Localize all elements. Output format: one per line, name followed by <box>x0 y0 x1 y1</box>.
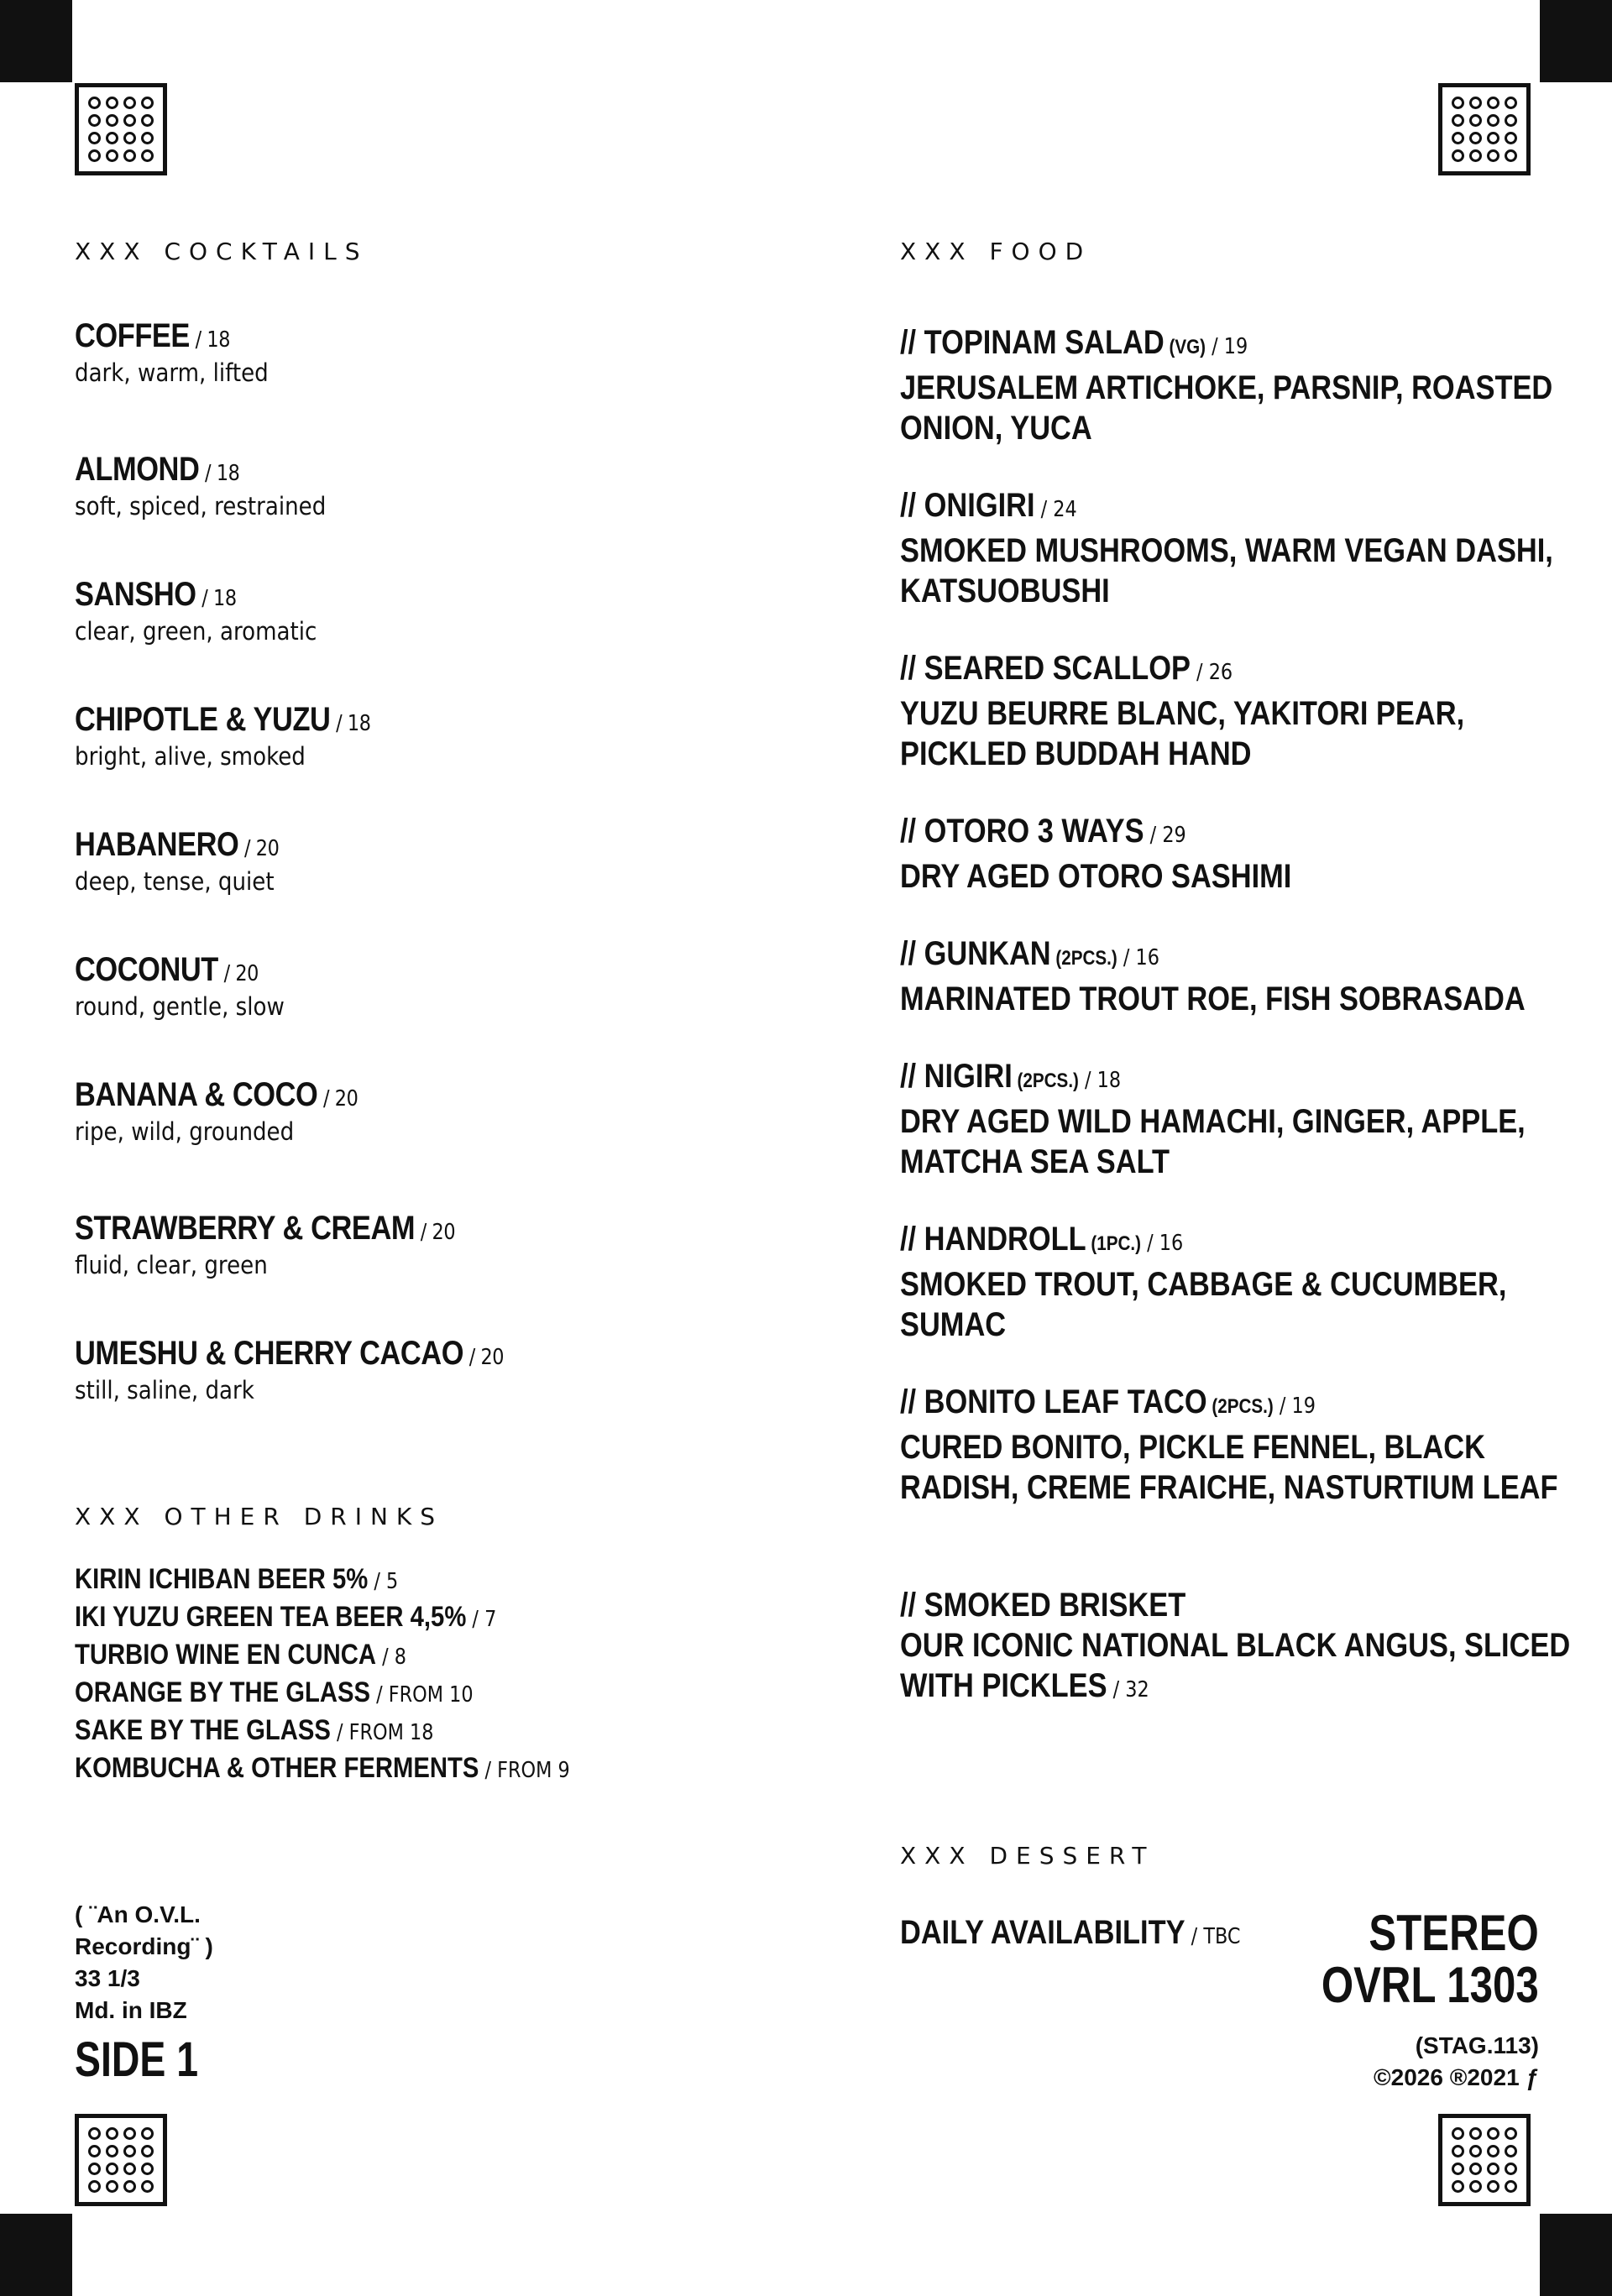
cocktail-name: SANSHO / 18 <box>75 576 237 613</box>
food-item <box>900 322 1572 448</box>
copyright-text: ©2026 ®2021 ƒ <box>1374 2064 1539 2090</box>
other-drinks-list <box>75 1561 651 1788</box>
cocktail-desc: fluid, clear, green <box>75 1251 268 1279</box>
note-line: ( ¨An O.V.L. <box>75 1901 201 1927</box>
food-item <box>900 485 1572 611</box>
cocktail-name: COFFEE / 18 <box>75 317 230 354</box>
food-name: // SEARED SCALLOP / 26 <box>900 650 1233 687</box>
dot-grid-logo-icon <box>75 83 167 175</box>
food-desc: CURED BONITO, PICKLE FENNEL, BLACK RADISH, CREME FRAICHE, NASTURTIUM LEAF <box>900 1429 1558 1506</box>
stag-code: (STAG.113) <box>1415 2032 1539 2058</box>
cocktail-item <box>75 1076 404 1146</box>
food-desc: SMOKED MUSHROOMS, WARM VEGAN DASHI, KATSUOBUSHI <box>900 532 1553 609</box>
cocktail-item <box>75 826 312 896</box>
cocktail-desc: still, saline, dark <box>75 1376 254 1404</box>
cocktail-item <box>75 951 308 1021</box>
stereo-label <box>1322 1907 1539 2011</box>
dot-grid-logo-icon <box>1438 2114 1531 2206</box>
drink-item: IKI YUZU GREEN TEA BEER 4,5% / 7 <box>75 1601 497 1633</box>
cocktail-desc: dark, warm, lifted <box>75 358 269 387</box>
food-desc: OUR ICONIC NATIONAL BLACK ANGUS, SLICED WITH PICKLES / 32 <box>900 1627 1571 1704</box>
cocktail-name: ALMOND / 18 <box>75 451 240 488</box>
food-name: // BONITO LEAF TACO (2PCS.) / 19 <box>900 1383 1316 1420</box>
food-name: // ONIGIRI / 24 <box>900 487 1077 524</box>
drink-item: TURBIO WINE EN CUNCA / 8 <box>75 1639 406 1671</box>
cocktail-desc: ripe, wild, grounded <box>75 1117 295 1146</box>
food-desc: YUZU BEURRE BLANC, YAKITORI PEAR, PICKLED BUDDAH HAND <box>900 695 1465 772</box>
cocktails-heading: XXX COCKTAILS <box>75 238 369 265</box>
note-line: Md. in IBZ <box>75 1997 187 2023</box>
cocktail-name: BANANA & COCO / 20 <box>75 1076 359 1113</box>
food-name: // NIGIRI (2PCS.) / 18 <box>900 1058 1122 1095</box>
drink-item: SAKE BY THE GLASS / FROM 18 <box>75 1714 434 1746</box>
food-item <box>900 1585 1572 1710</box>
food-name: // OTORO 3 WAYS / 29 <box>900 813 1186 850</box>
catalog-number: OVRL 1303 <box>1322 1957 1539 2013</box>
drink-item: ORANGE BY THE GLASS / FROM 10 <box>75 1676 474 1708</box>
cocktail-name: CHIPOTLE & YUZU / 18 <box>75 701 371 738</box>
food-name: // SMOKED BRISKET <box>900 1587 1186 1624</box>
drink-item: KOMBUCHA & OTHER FERMENTS / FROM 9 <box>75 1752 570 1784</box>
side-label: SIDE 1 <box>75 2032 198 2087</box>
cocktail-item <box>75 1335 573 1404</box>
recording-note <box>75 1899 213 2027</box>
food-item <box>900 648 1572 774</box>
cocktail-name: COCONUT / 20 <box>75 951 259 988</box>
cocktail-name: HABANERO / 20 <box>75 826 280 863</box>
food-heading: XXX FOOD <box>900 238 1092 265</box>
food-name: // HANDROLL (1PC.) / 16 <box>900 1221 1184 1258</box>
note-line: 33 1/3 <box>75 1965 140 1991</box>
cocktail-desc: bright, alive, smoked <box>75 742 306 771</box>
other-drinks-heading: XXX OTHER DRINKS <box>75 1503 444 1530</box>
cocktail-item <box>75 451 354 520</box>
cocktail-item <box>75 317 290 387</box>
food-item <box>900 1382 1572 1508</box>
corner-block-top-left <box>0 0 72 82</box>
cocktail-name: UMESHU & CHERRY CACAO / 20 <box>75 1335 505 1372</box>
dot-grid-logo-icon <box>75 2114 167 2206</box>
stereo-line: STEREO <box>1369 1905 1539 1961</box>
food-name: // TOPINAM SALAD (VG) / 19 <box>900 324 1248 361</box>
cocktail-desc: round, gentle, slow <box>75 992 285 1021</box>
dot-grid-logo-icon <box>1438 83 1531 175</box>
food-item <box>900 811 1572 897</box>
food-desc: DRY AGED OTORO SASHIMI <box>900 858 1292 895</box>
cocktail-item <box>75 1210 517 1279</box>
dessert-heading: XXX DESSERT <box>900 1842 1155 1870</box>
cocktail-name: STRAWBERRY & CREAM / 20 <box>75 1210 456 1247</box>
food-desc: SMOKED TROUT, CABBAGE & CUCUMBER, SUMAC <box>900 1266 1507 1343</box>
cocktail-item <box>75 701 419 771</box>
note-line: Recording¨ ) <box>75 1933 213 1959</box>
dessert-name: DAILY AVAILABILITY / TBC <box>900 1914 1241 1951</box>
drink-item: KIRIN ICHIBAN BEER 5% / 5 <box>75 1563 399 1595</box>
cocktail-desc: clear, green, aromatic <box>75 617 317 646</box>
cocktail-item <box>75 576 343 646</box>
food-name: // GUNKAN (2PCS.) / 16 <box>900 935 1159 972</box>
food-item <box>900 1056 1572 1182</box>
food-item <box>900 1219 1572 1345</box>
food-desc: JERUSALEM ARTICHOKE, PARSNIP, ROASTED ONION, YUCA <box>900 369 1553 447</box>
cocktail-desc: deep, tense, quiet <box>75 867 275 896</box>
cocktail-desc: soft, spiced, restrained <box>75 492 327 520</box>
corner-block-top-right <box>1540 0 1612 82</box>
copyright-block <box>1374 2030 1539 2094</box>
food-item <box>900 934 1572 1019</box>
food-desc: MARINATED TROUT ROE, FISH SOBRASADA <box>900 981 1526 1017</box>
food-desc: DRY AGED WILD HAMACHI, GINGER, APPLE, MATCHA SEA SALT <box>900 1103 1526 1180</box>
corner-block-bottom-left <box>0 2214 72 2296</box>
corner-block-bottom-right <box>1540 2214 1612 2296</box>
